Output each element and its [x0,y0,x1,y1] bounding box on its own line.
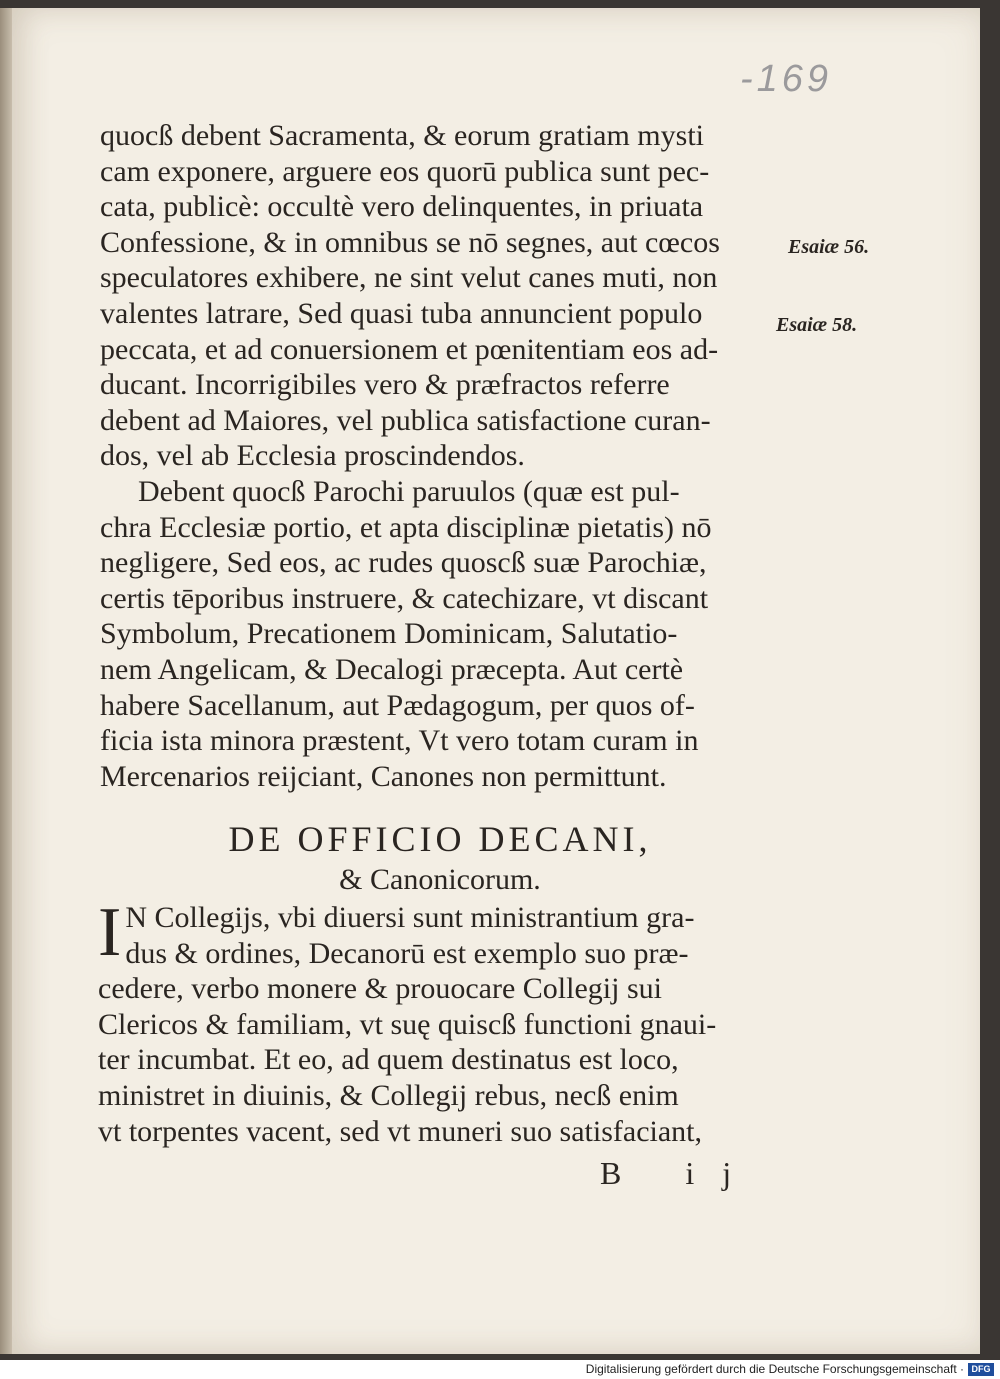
folio-number: -169 [740,58,833,100]
text-line: negligere, Sed eos, ac rudes quoscß suæ Parochiæ, [100,546,707,580]
drop-cap: I [98,894,122,971]
text-line: ter incumbat. Et eo, ad quem destinatus est loco, [98,1043,679,1077]
heading-subtitle: & Canonicorum. [339,863,541,896]
paragraph-1 [100,118,780,794]
signature-mark: B ij [600,1155,760,1191]
text-line: ducant. Incorrigibiles vero & præfractos referre [100,368,670,402]
text-line: Mercenarios reijciant, Canones non permittunt. [100,759,667,793]
text-line: dos, vel ab Ecclesia proscindendos. [100,439,525,473]
text-line: speculatores exhibere, ne sint velut canes muti, non [100,261,718,295]
text-line: Clericos & familiam, vt suę quiscß functioni gnaui- [98,1007,717,1041]
text-line: dus & ordines, Decanorū est exemplo suo præ- [125,936,689,970]
text-line: Symbolum, Precationem Dominicam, Salutatio- [100,617,678,651]
heading-title: DE OFFICIO DECANI, [228,819,652,859]
footer-credit: Digitalisierung gefördert durch die Deutsche Forschungsgemeinschaft · [585,1362,964,1376]
text-line: Debent quocß Parochi paruulos (quæ est pul- [138,474,680,508]
text-line: N Collegijs, vbi diuersi sunt ministrantium gra- [125,901,695,934]
text-line: habere Sacellanum, aut Pædagogum, per quos of- [100,688,695,722]
text-line: cedere, verbo monere & prouocare Collegij sui [98,972,662,1006]
text-line: debent ad Maiores, vel publica satisfactione curan- [100,403,711,437]
text-line: ministret in diuinis, & Collegij rebus, necß enim [98,1078,679,1112]
paragraph-3 [98,894,778,1149]
text-line: cata, publicè: occultè vero delinquentes, in priuata [100,190,704,224]
section-heading [100,818,780,900]
dfg-logo[interactable]: DFG [968,1363,994,1376]
text-line: chra Ecclesiæ portio, et apta disciplinæ pietatis) nō [100,510,712,544]
text-line: nem Angelicam, & Decalogi præcepta. Aut certè [100,652,684,686]
text-line: Confessione, & in omnibus se nō segnes, aut cœcos [100,225,720,259]
margin-note: Esaiæ 58. [776,314,858,336]
text-line: vt torpentes vacent, sed vt muneri suo satisfaciant, [98,1114,702,1148]
text-line: ficia ista minora præstent, Vt vero totam curam in [100,724,699,758]
text-line: quocß debent Sacramenta, & eorum gratiam mysti [100,119,704,152]
text-line: certis tēporibus instruere, & catechizare, vt discant [100,581,709,615]
text-line: cam exponere, arguere eos quorū publica sunt pec- [100,154,710,188]
footer-bar [0,1360,1000,1379]
text-line: valentes latrare, Sed quasi tuba annuncient populo [100,296,703,330]
text-line: peccata, et ad conuersionem et pœnitentiam eos ad- [100,332,719,366]
margin-note: Esaiæ 56. [788,236,870,258]
